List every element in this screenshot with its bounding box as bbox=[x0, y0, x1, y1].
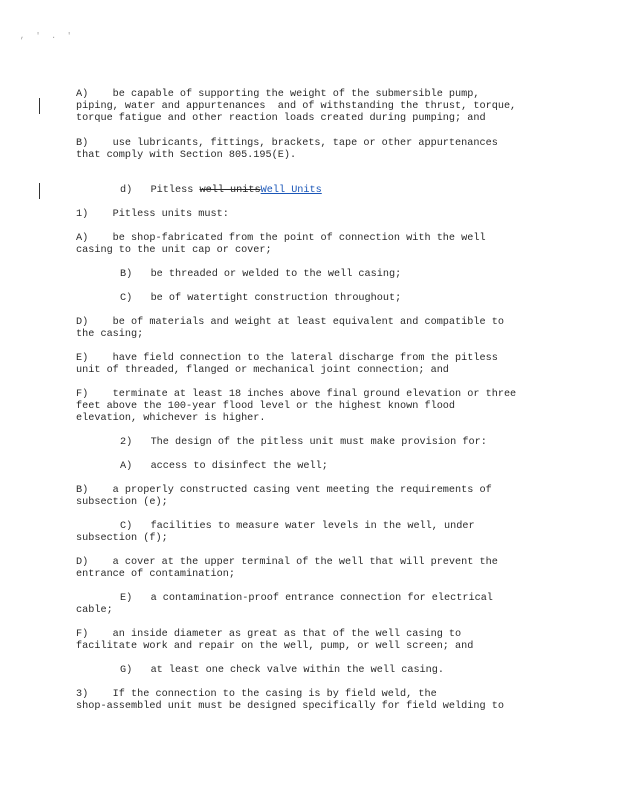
para-1: 1) Pitless units must: bbox=[76, 209, 229, 220]
para-1E-line: unit of threaded, flanged or mechanical joint connection; and bbox=[76, 365, 449, 376]
para-B-line: that comply with Section 805.195(E). bbox=[76, 150, 297, 161]
para-2E-line: E) a contamination-proof entrance connection for electrical bbox=[120, 593, 493, 604]
para-2C-line: subsection (f); bbox=[76, 533, 168, 544]
para-2: 2) The design of the pitless unit must make provision for: bbox=[120, 437, 487, 448]
para-1E-line: E) have field connection to the lateral discharge from the pitless bbox=[76, 353, 498, 364]
para-2F-line: facilitate work and repair on the well, pump, or well screen; and bbox=[76, 641, 474, 652]
para-3-line: 3) If the connection to the casing is by field weld, the bbox=[76, 689, 437, 700]
revision-bar bbox=[39, 98, 40, 114]
deleted-text: well units bbox=[199, 185, 261, 196]
para-1D-line: D) be of materials and weight at least equivalent and compatible to bbox=[76, 317, 504, 328]
inserted-text: Well Units bbox=[260, 185, 322, 196]
heading-number: d) Pitless bbox=[120, 185, 200, 196]
para-A-line: piping, water and appurtenances and of withstanding the thrust, torque, bbox=[76, 101, 517, 112]
para-3-line: shop-assembled unit must be designed specifically for field welding to bbox=[76, 701, 504, 712]
para-2A: A) access to disinfect the well; bbox=[120, 461, 328, 472]
para-B-line: B) use lubricants, fittings, brackets, tape or other appurtenances bbox=[76, 138, 498, 149]
revision-bar bbox=[39, 183, 40, 199]
para-1F-line: feet above the 100-year flood level or the highest known flood bbox=[76, 401, 456, 412]
para-2D-line: entrance of contamination; bbox=[76, 569, 235, 580]
para-2C-line: C) facilities to measure water levels in the well, under bbox=[120, 521, 475, 532]
section-heading bbox=[120, 185, 322, 197]
para-A-line: torque fatigue and other reaction loads created during pumping; and bbox=[76, 113, 486, 124]
para-2B-line: B) a properly constructed casing vent meeting the requirements of bbox=[76, 485, 492, 496]
para-1A-line: A) be shop-fabricated from the point of connection with the well bbox=[76, 233, 486, 244]
para-2F-line: F) an inside diameter as great as that of the well casing to bbox=[76, 629, 462, 640]
para-2B-line: subsection (e); bbox=[76, 497, 168, 508]
para-1F-line: elevation, whichever is higher. bbox=[76, 413, 266, 424]
corner-mark: , ' . ' bbox=[20, 32, 75, 41]
para-1F-line: F) terminate at least 18 inches above final ground elevation or three bbox=[76, 389, 517, 400]
para-2E-line: cable; bbox=[76, 605, 113, 616]
para-2D-line: D) a cover at the upper terminal of the well that will prevent the bbox=[76, 557, 498, 568]
para-1B: B) be threaded or welded to the well casing; bbox=[120, 269, 402, 280]
para-1D-line: the casing; bbox=[76, 329, 144, 340]
para-2G: G) at least one check valve within the well casing. bbox=[120, 665, 445, 676]
para-1A-line: casing to the unit cap or cover; bbox=[76, 245, 272, 256]
para-1C: C) be of watertight construction throughout; bbox=[120, 293, 402, 304]
para-A-line: A) be capable of supporting the weight of the submersible pump, bbox=[76, 89, 480, 100]
